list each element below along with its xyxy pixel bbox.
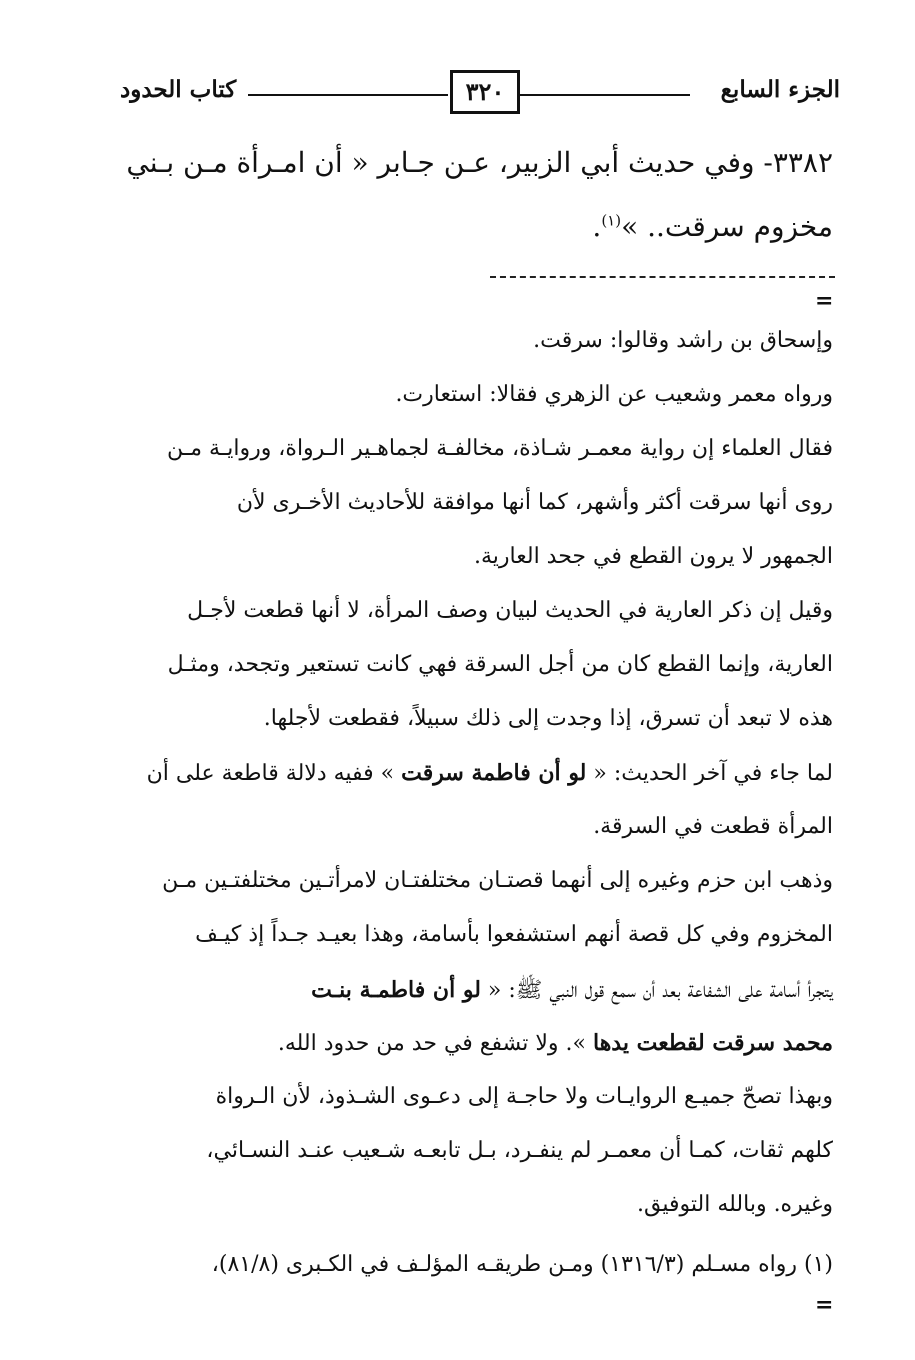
continuation-mark: = xyxy=(815,288,834,314)
quote-close: » ففيه دلالة قاطعة على أن xyxy=(146,761,402,786)
volume-title: الجزء السابع xyxy=(720,76,840,103)
commentary-line xyxy=(121,976,833,1008)
separator-dashes xyxy=(490,276,835,278)
quoted-hadith: محمد سرقت لقطعت يدها xyxy=(593,1030,833,1056)
hadith-line-2-text: مخزوم سرقت.. » xyxy=(621,210,833,243)
commentary-line: هذه لا تبعد أن تسرق، إذا وجدت إلى ذلك سبيلاً، فقطعت لأجلها. xyxy=(263,706,833,731)
commentary-line: روى أنها سرقت أكثر وأشهر، كما أنها موافقة للأحاديث الأخـرى لأن xyxy=(236,490,833,515)
quoted-hadith: لو أن فاطمة سرقت xyxy=(401,760,587,786)
footnote-ref: (١) xyxy=(601,211,622,230)
commentary-line: وذهب ابن حزم وغيره إلى أنهما قصتـان مختلفتـان لامرأتـين مختلفتـين مـن xyxy=(162,868,833,893)
header-rule-right xyxy=(520,94,690,96)
commentary-line: وغيره. وبالله التوفيق. xyxy=(637,1192,833,1217)
quote-open: يتجرأ أسامة على الشفاعة بعد أن سمع قول النبي ﷺ: « xyxy=(480,978,833,1003)
commentary-line: ورواه معمر وشعيب عن الزهري فقالا: استعارت. xyxy=(395,382,833,407)
footnote-continuation-mark: = xyxy=(815,1292,834,1318)
header-rule-left xyxy=(248,94,448,96)
commentary-line: وبهذا تصحّ جميـع الروايـات ولا حاجـة إلى دعـوى الشـذوذ، لأن الـرواة xyxy=(215,1084,833,1109)
page-number-box: ٣٢٠ xyxy=(450,70,520,114)
commentary-line: المرأة قطعت في السرقة. xyxy=(593,814,833,839)
hadith-line-2-end: . xyxy=(592,210,602,243)
hadith-line-2 xyxy=(113,210,833,243)
quoted-hadith: لو أن فاطمـة بنـت xyxy=(311,977,481,1003)
commentary-line: كلهم ثقات، كمـا أن معمـر لم ينفـرد، بـل تابعـه شـعيب عنـد النسـائي، xyxy=(206,1138,833,1163)
quote-open: لما جاء في آخر الحديث: « xyxy=(586,761,833,786)
commentary-line xyxy=(121,1030,833,1056)
commentary-line xyxy=(121,760,833,786)
footnote-text: (١) رواه مسـلم (١٣١٦/٣) ومـن طريقـه المؤلـف في الكـبرى (٨١/٨)، xyxy=(211,1252,833,1277)
commentary-line: وقيل إن ذكر العارية في الحديث لبيان وصف المرأة، لا أنها قطعت لأجـل xyxy=(187,598,833,623)
commentary-line: فقال العلماء إن رواية معمـر شـاذة، مخالفـة لجماهـير الـرواة، وروايـة مـن xyxy=(167,436,833,461)
hadith-line-1: ٣٣٨٢- وفي حديث أبي الزبير، عـن جـابر « أن امـرأة مـن بـني xyxy=(126,146,833,179)
commentary-line: الجمهور لا يرون القطع في جحد العارية. xyxy=(474,544,833,569)
commentary-line: العارية، وإنما القطع كان من أجل السرقة فهي كانت تستعير وتجحد، ومثـل xyxy=(167,652,833,677)
quote-close: ». ولا تشفع في حد من حدود الله. xyxy=(277,1031,593,1056)
commentary-line: المخزوم وفي كل قصة أنهم استشفعوا بأسامة، وهذا بعيـد جـداً إذ كيـف xyxy=(195,922,833,947)
page-header xyxy=(120,70,840,118)
commentary-line: وإسحاق بن راشد وقالوا: سرقت. xyxy=(533,328,833,353)
book-title: كتاب الحدود xyxy=(120,76,237,103)
